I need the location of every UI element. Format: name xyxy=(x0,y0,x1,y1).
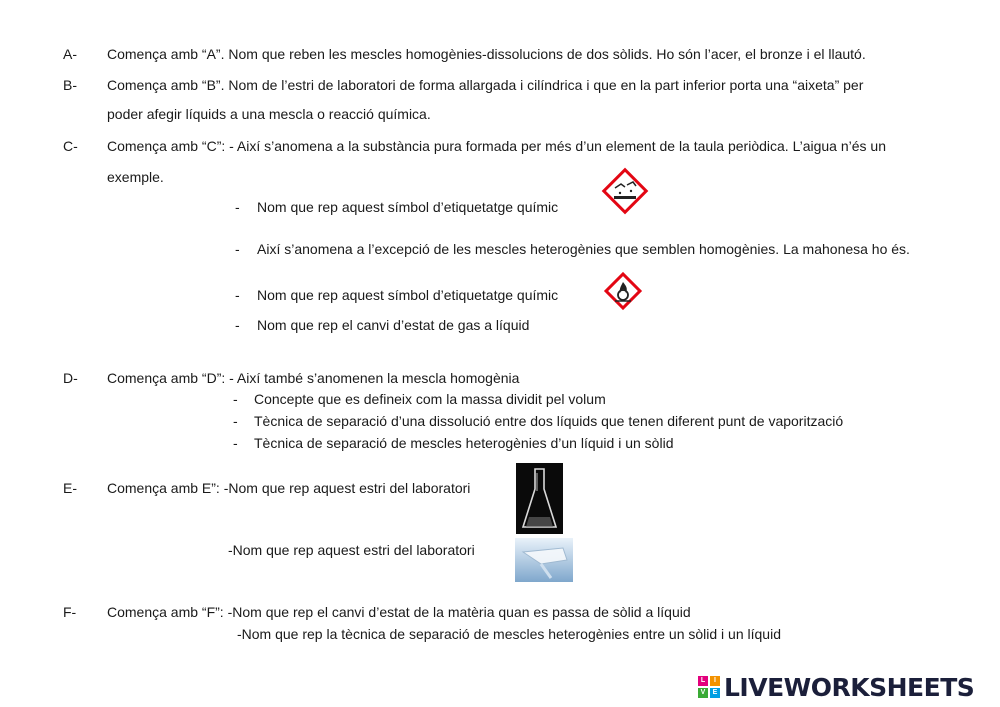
section-d-text: Comença amb “D”: - Així també s’anomenen la mescla homogènia xyxy=(107,370,520,386)
section-c-item-1: Nom que rep aquest símbol d’etiquetatge químic xyxy=(257,199,559,215)
section-c-letter: C- xyxy=(63,138,78,154)
section-c-text-line1: Comença amb “C”: - Així s’anomena a la substància pura formada per més d’un element de la taula periòdica. L’aigua n’és un xyxy=(107,138,886,154)
bullet-dash: - xyxy=(235,287,240,303)
section-c-item-4: Nom que rep el canvi d’estat de gas a líquid xyxy=(257,317,530,333)
section-f-text-line1: Comença amb “F”: -Nom que rep el canvi d’estat de la matèria quan es passa de sòlid a líquid xyxy=(107,604,691,620)
section-a-letter: A- xyxy=(63,46,77,62)
section-c-item-3: Nom que rep aquest símbol d’etiquetatge químic xyxy=(257,287,559,303)
section-e-letter: E- xyxy=(63,480,77,496)
logo-block-v: V xyxy=(698,688,708,698)
section-e-text-line2: -Nom que rep aquest estri del laboratori xyxy=(228,542,475,558)
section-d-item-3: Tècnica de separació de mescles heterogènies d’un líquid i un sòlid xyxy=(254,435,674,451)
section-c-text-line2: exemple. xyxy=(107,169,164,185)
logo-block-l: L xyxy=(698,676,708,686)
section-d-item-1: Concepte que es defineix com la massa dividit pel volum xyxy=(254,391,606,407)
section-f-letter: F- xyxy=(63,604,77,620)
funnel-image xyxy=(515,538,573,585)
section-d-letter: D- xyxy=(63,370,78,386)
section-d-item-2: Tècnica de separació d’una dissolució entre dos líquids que tenen diferent punt de vaporització xyxy=(254,413,844,429)
bullet-dash: - xyxy=(233,413,238,429)
corrosive-hazard-icon xyxy=(600,166,650,219)
bullet-dash: - xyxy=(235,317,240,333)
liveworksheets-logo xyxy=(698,672,974,702)
brand-name: LIVEWORKSHEETS xyxy=(724,672,975,702)
bullet-dash: - xyxy=(235,241,240,257)
section-b-text-line2: poder afegir líquids a una mescla o reacció química. xyxy=(107,106,431,122)
section-e-text-line1: Comença amb E”: -Nom que rep aquest estri del laboratori xyxy=(107,480,471,496)
section-a-text: Comença amb “A”. Nom que reben les mescles homogènies-dissolucions de dos sòlids. Ho són l’acer, el bronze i el llautó. xyxy=(107,46,866,62)
oxidizing-hazard-icon xyxy=(603,271,643,314)
erlenmeyer-flask-image xyxy=(516,463,563,537)
section-c-item-2: Així s’anomena a l’excepció de les mescles heterogènies que semblen homogènies. La mahonesa ho és. xyxy=(257,241,910,257)
section-f-text-line2: -Nom que rep la tècnica de separació de mescles heterogènies entre un sòlid i un líquid xyxy=(237,626,781,642)
section-b-letter: B- xyxy=(63,77,77,93)
logo-block-e: E xyxy=(710,688,720,698)
bullet-dash: - xyxy=(233,391,238,407)
bullet-dash: - xyxy=(235,199,240,215)
logo-blocks xyxy=(698,676,720,698)
bullet-dash: - xyxy=(233,435,238,451)
section-b-text-line1: Comença amb “B”. Nom de l’estri de laboratori de forma allargada i cilíndrica i que en la part inferior porta una “aixeta” per xyxy=(107,77,864,93)
logo-block-i: I xyxy=(710,676,720,686)
